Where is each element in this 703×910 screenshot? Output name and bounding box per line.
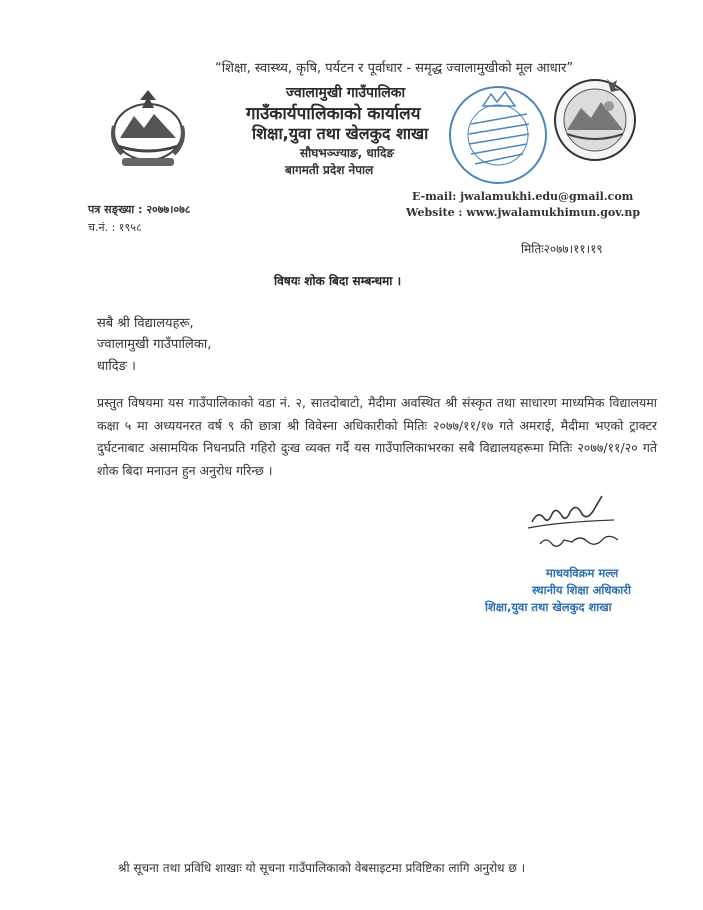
nepal-emblem-icon [100,86,196,172]
office-stamp-icon [447,84,549,186]
footer-note: श्री सूचना तथा प्रविधि शाखाः यो सूचना गाउँपालिकाको वेबसाइटमा प्रविष्टिका लागि अनुरोध छ । [118,861,526,875]
municipality-name: ज्वालामुखी गाउँपालिका [286,85,406,101]
handwritten-signature [518,488,630,558]
recipient-line: धादिङ । [97,359,136,374]
letter-body: प्रस्तुत विषयमा यस गाउँपालिकाको वडा नं. २, सातदोबाटो, मैदीमा अवस्थित श्री संस्कृत तथा साधारण माध्यमिक विद्यालयमा कक्षा ५ मा अध्ययनरत वर्ष ९ की छात्रा श्री विवेस्ना अधिकारीको मितिः २०७७/११/१७ गते अमराई, मैदीमा भएको ट्राक्टर दुर्घटनाबाट असामयिक निधनप्रति गहिरो दुःख व्यक्त गर्दै यस गाउँपालिकाभरका सबै विद्यालयहरूमा मितिः २०७७/११/२० गते शोक बिदा मनाउन हुन अनुरोध गरिन्छ । [97,395,657,478]
recipient-line: सबै श्री विद्यालयहरू, [97,316,194,331]
signatory-title: स्थानीय शिक्षा अधिकारी [532,583,631,597]
branch-name: शिक्षा,युवा तथा खेलकुद शाखा [252,124,429,143]
signatory-branch: शिक्षा,युवा तथा खेलकुद शाखा [485,600,612,614]
reference-number: पत्र सङ्ख्या : २०७७।०७८ [88,203,191,216]
dispatch-number: च.नं. : १९५८ [88,221,142,234]
email-contact: E-mail: jwalamukhi.edu@gmail.com [412,190,634,203]
recipient-line: ज्वालामुखी गाउँपालिका, [97,337,212,352]
province-name: बागमती प्रदेश नेपाल [285,163,374,177]
motto: “शिक्षा, स्वास्थ्य, कृषि, पर्यटन र पूर्वाधार - समृद्ध ज्वालामुखीको मूल आधार” [215,61,574,76]
office-name: गाउँकार्यपालिकाको कार्यालय [246,104,421,124]
signatory-name: माधवविक्रम मल्ल [546,566,619,580]
office-address: सौघभञ्ज्याङ, धादिङ [300,146,395,160]
website-contact: Website : www.jwalamukhimun.gov.np [406,206,641,219]
letter-date: मितिः२०७७।११।१९ [521,242,603,256]
municipality-logo-icon [551,72,639,164]
letter-subject: विषयः शोक बिदा सम्बन्धमा । [274,274,402,288]
